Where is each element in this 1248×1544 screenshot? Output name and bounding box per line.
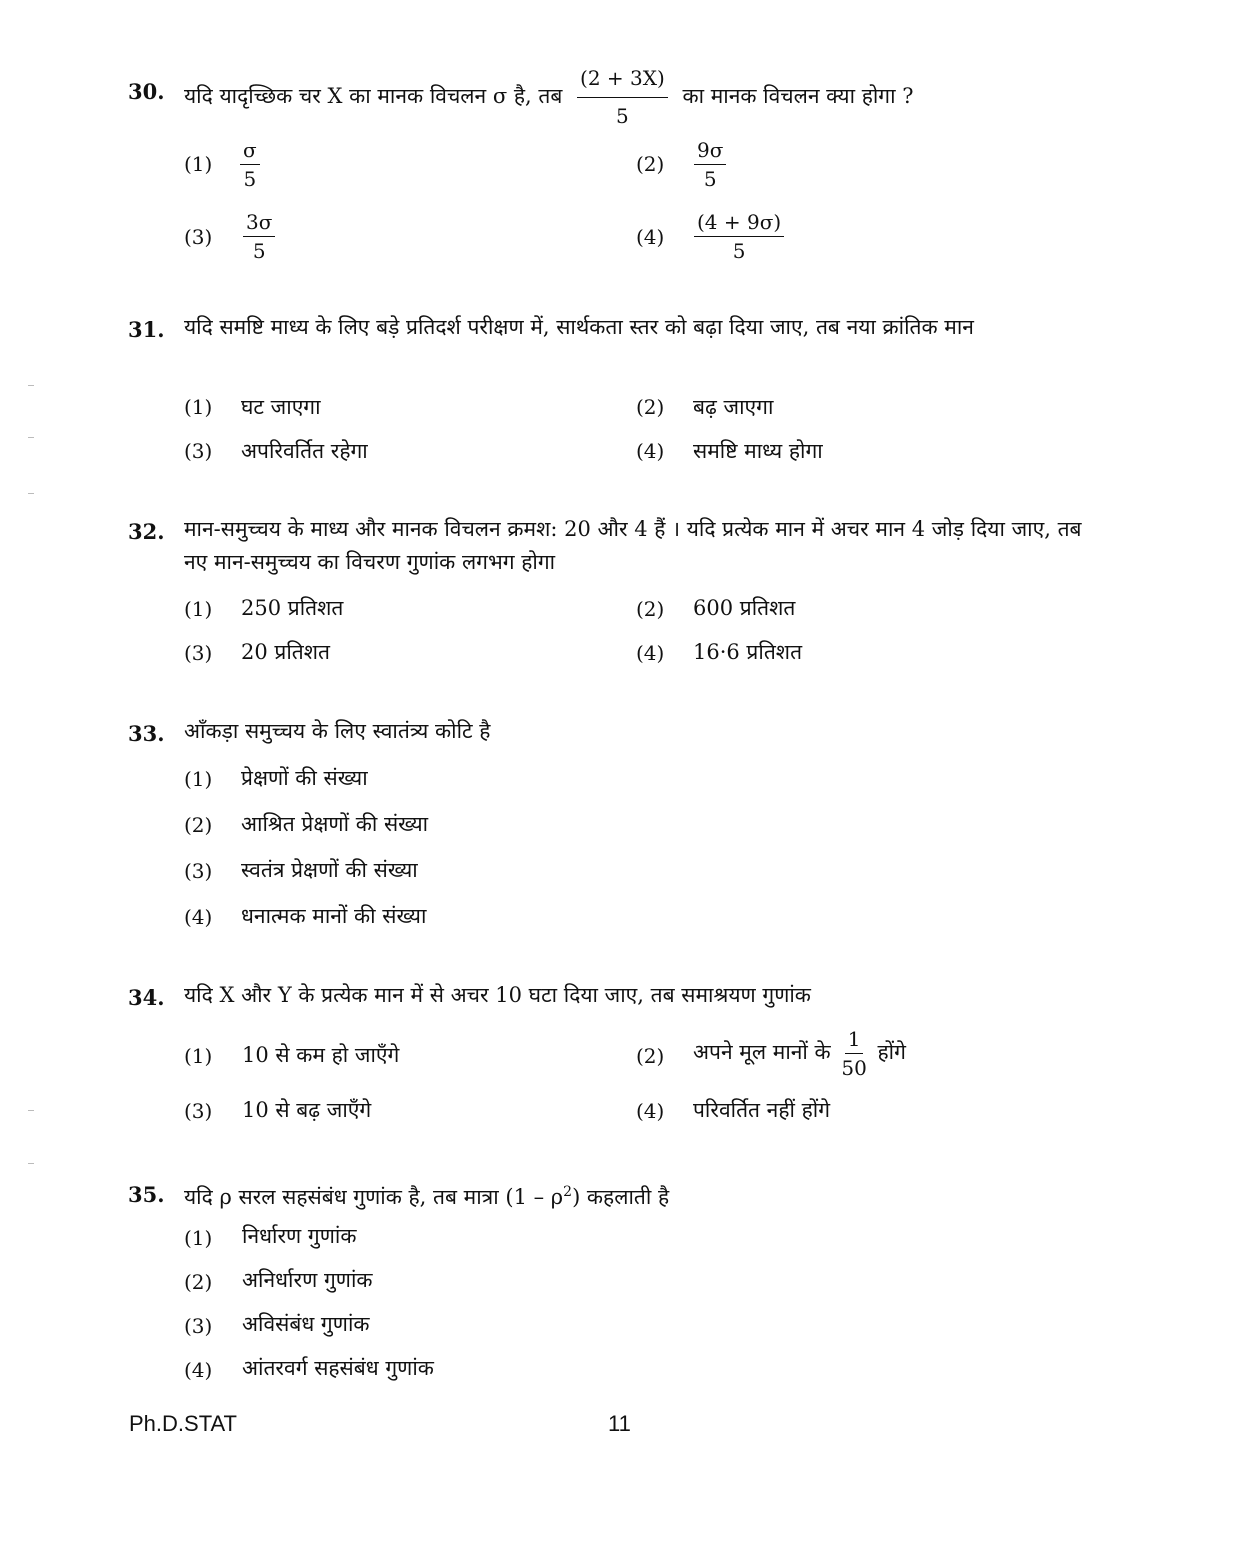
question-number: 30.: [128, 79, 165, 104]
question-text: मान-समुच्चय के माध्य और मानक विचलन क्रमश: 20 और 4 हैं । यदि प्रत्येक मान में अचर मान 4 जोड़ दिया जाए, तब नए मान-समुच्चय का विचरण गुणांक लगभग होगा: [184, 517, 1082, 574]
question-number: 35.: [128, 1182, 165, 1207]
question-number: 34.: [128, 985, 165, 1010]
fraction: $\frac{(2 + 3X)}{5}$: [577, 62, 668, 133]
footer-code: Ph.D.STAT: [129, 1411, 237, 1436]
question-text: आँकड़ा समुच्चय के लिए स्वातंत्र्य कोटि है: [184, 719, 491, 743]
question-number: 31.: [128, 317, 165, 342]
question-number: 32.: [128, 519, 165, 544]
scan-mark: [28, 1163, 34, 1164]
fraction: $\frac{9\sigma}{5}$: [694, 138, 726, 191]
fraction: $\frac{1}{50}$: [841, 1027, 867, 1080]
page-number: 11: [608, 1411, 631, 1436]
fraction: $\frac{3\sigma}{5}$: [243, 210, 275, 263]
scan-mark: [28, 437, 34, 438]
scan-mark: [28, 493, 34, 494]
question-text: यदि समष्टि माध्य के लिए बड़े प्रतिदर्श परीक्षण में, सार्थकता स्तर को बढ़ा दिया जाए, तब नया क्रांतिक मान: [184, 315, 974, 339]
question-text: यदि यादृच्छिक चर X का मानक विचलन σ है, तब $\frac{(2 + 3X)}{5}$ का मानक विचलन क्या होगा ?: [184, 62, 914, 133]
fraction: $\frac{(4 + 9\sigma)}{5}$: [694, 210, 784, 263]
question-text: यदि X और Y के प्रत्येक मान में से अचर 10 घटा दिया जाए, तब समाश्रयण गुणांक: [184, 983, 811, 1007]
scan-mark: [28, 1110, 34, 1111]
scan-mark: [28, 385, 34, 386]
question-number: 33.: [128, 721, 165, 746]
fraction: $\frac{\sigma}{5}$: [240, 138, 260, 191]
question-text: यदि ρ सरल सहसंबंध गुणांक है, तब मात्रा $(1 - \rho^2)$ कहलाती है: [184, 1184, 670, 1209]
